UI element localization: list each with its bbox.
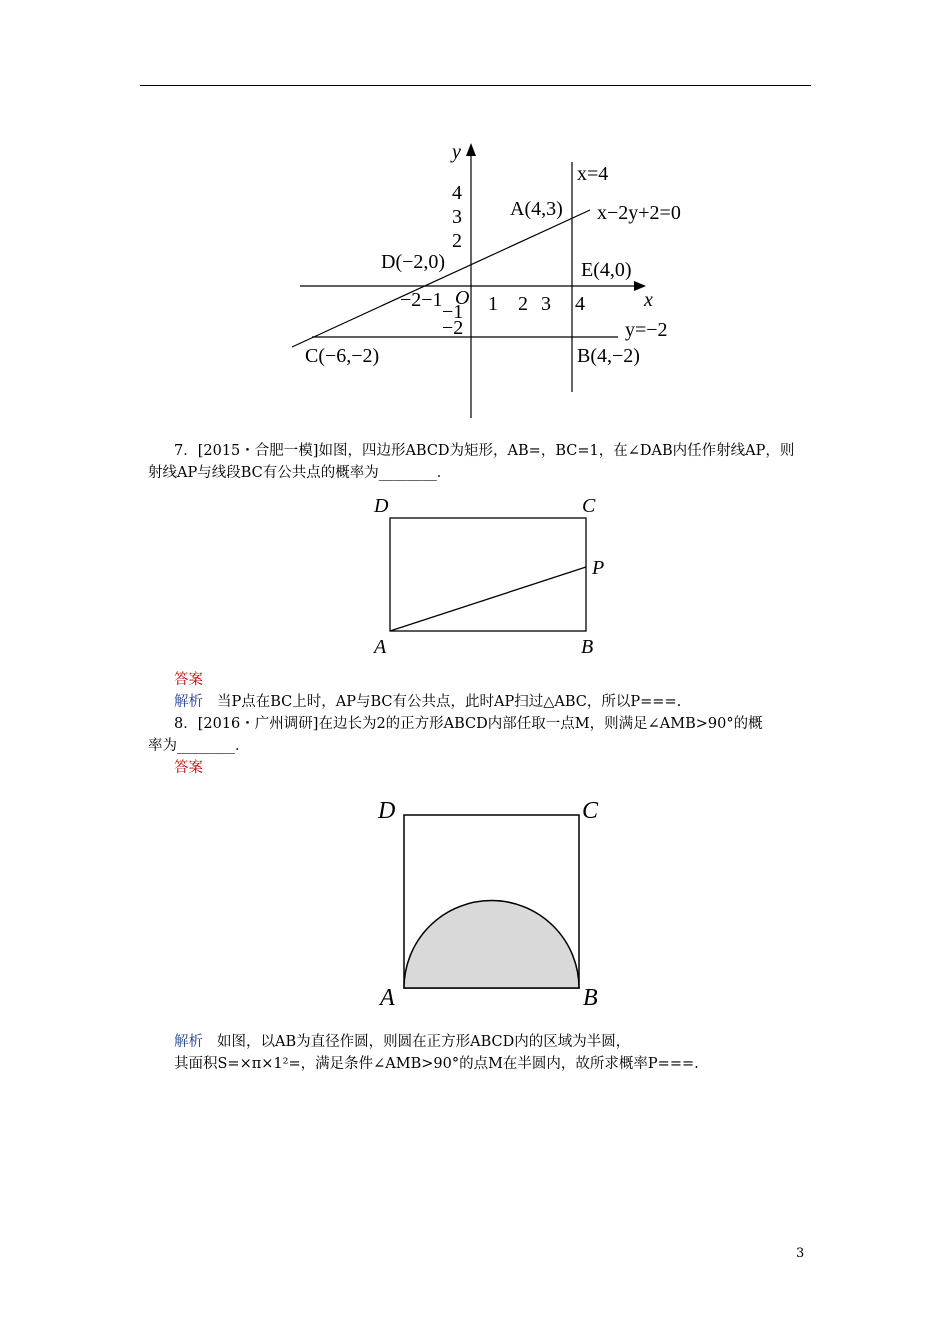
rectangle-ABCD	[390, 518, 586, 631]
q7-line1: 7．[2015・合肥一模]如图，四边形ABCD为矩形，AB=，BC=1，在∠DAB内任作射线AP，则	[174, 443, 795, 459]
coordinate-graph	[0, 0, 950, 430]
square-label-C: C	[582, 798, 599, 824]
q8-line1: 8．[2016・广州调研]在边长为2的正方形ABCD内部任取一点M，则满足∠AMB>90°的概	[174, 716, 763, 732]
rectangle-figure	[0, 490, 950, 660]
line-x-2y-2	[292, 210, 590, 347]
rect-label-D: D	[374, 495, 389, 517]
y-tick-3: 3	[452, 206, 462, 228]
q7-analysis-row	[174, 691, 681, 713]
rect-label-B: B	[581, 636, 594, 658]
y-tick-4: 4	[452, 182, 462, 204]
label-x4: x=4	[577, 163, 609, 185]
label-point-A: A(4,3)	[510, 198, 563, 220]
square-figure	[0, 790, 950, 1020]
square-label-B: B	[583, 985, 598, 1011]
label-point-C: C(−6,−2)	[305, 345, 380, 367]
q7-line2: 射线AP与线段BC有公共点的概率为________．	[148, 465, 452, 481]
rect-label-C: C	[582, 495, 596, 517]
q8-analysis-line2: 其面积S=×π×1²=，满足条件∠AMB>90°的点M在半圆内，故所求概率P===.	[174, 1056, 699, 1072]
ray-AP	[390, 567, 586, 631]
x-axis-label: x	[644, 289, 653, 311]
y-axis-arrow-icon	[466, 143, 476, 156]
x-neg-ticks: −2−1	[400, 289, 443, 311]
q8-analysis-label: 解析	[174, 1034, 203, 1050]
q8-line2: 率为________．	[148, 738, 250, 754]
label-line-eq: x−2y+2=0	[597, 202, 681, 224]
q7-analysis-label: 解析	[174, 694, 203, 710]
page-number: 3	[796, 1246, 805, 1261]
x-tick-4: 4	[575, 293, 585, 315]
origin-label: O	[455, 287, 470, 309]
label-point-B: B(4,−2)	[577, 345, 640, 367]
q7-analysis-text: 当P点在BC上时，AP与BC有公共点，此时AP扫过△ABC，所以P===.	[217, 694, 682, 710]
q8-answer: 答案	[174, 760, 203, 776]
label-point-E: E(4,0)	[581, 259, 632, 281]
label-point-D: D(−2,0)	[381, 251, 446, 273]
q7-answer: 答案	[174, 672, 203, 688]
y-tick-neg1: −1	[442, 301, 464, 323]
rect-label-A: A	[374, 636, 387, 658]
square-label-A: A	[380, 985, 395, 1011]
y-tick-neg2: −2	[442, 317, 464, 339]
y-axis-label: y	[452, 141, 461, 163]
x-tick-1: 1	[488, 293, 498, 315]
rect-label-P: P	[592, 557, 605, 579]
q8-analysis-line1: 如图，以AB为直径作圆，则圆在正方形ABCD内的区域为半圆，	[217, 1034, 631, 1050]
y-tick-2: 2	[452, 230, 462, 252]
semicircle-region	[404, 901, 579, 989]
x-tick-3: 3	[541, 293, 551, 315]
x-tick-2: 2	[518, 293, 528, 315]
q8-analysis-row	[174, 1031, 630, 1053]
square-label-D: D	[378, 798, 396, 824]
label-y-neg2: y=−2	[625, 319, 668, 341]
